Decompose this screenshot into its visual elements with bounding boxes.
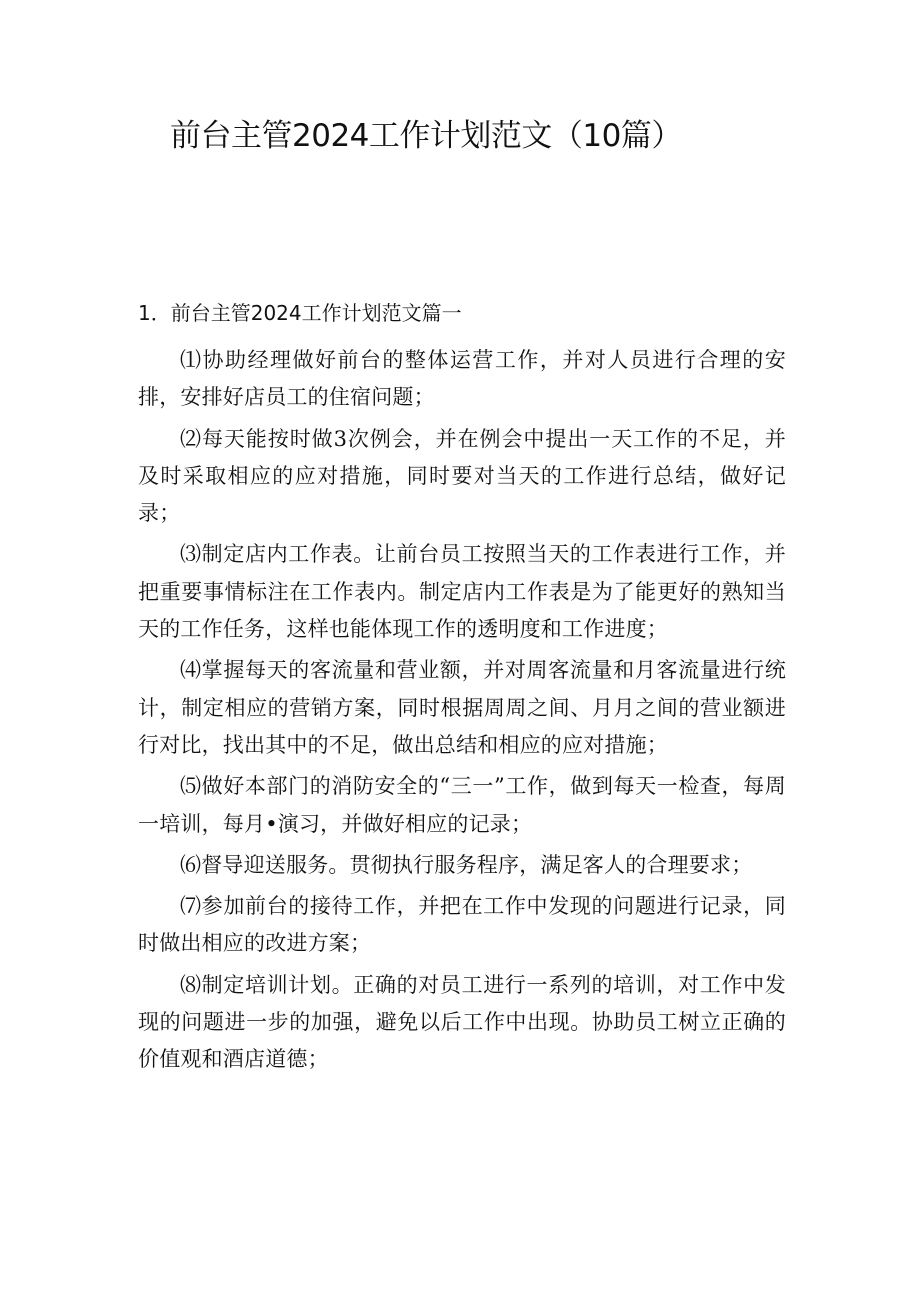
section-heading: 1．前台主管2024工作计划范文篇一 [138, 301, 462, 325]
paragraph-2: ⑵每天能按时做3次例会，并在例会中提出一天工作的不足，并及时采取相应的应对措施，同时要对当天的工作进行总结，做好记录； [138, 426, 786, 526]
paragraph-3: ⑶制定店内工作表。让前台员工按照当天的工作表进行工作，并把重要事情标注在工作表内。制定店内工作表是为了能更好的熟知当天的工作任务，这样也能体现工作的透明度和工作进度； [138, 542, 786, 642]
paragraph-8: ⑻制定培训计划。正确的对员工进行一系列的培训，对工作中发现的问题进一步的加强，避免以后工作中出现。协助员工树立正确的价值观和酒店道德； [138, 972, 786, 1072]
paragraph-4: ⑷掌握每天的客流量和营业额，并对周客流量和月客流量进行统计，制定相应的营销方案，同时根据周周之间、月月之间的营业额进行对比，找出其中的不足，做出总结和相应的应对措施； [138, 658, 786, 757]
body-text [138, 342, 786, 1083]
paragraph-5: ⑸做好本部门的消防安全的“三一”工作，做到每天一检查，每周一培训，每月•演习，并做好相应的记录； [138, 774, 786, 836]
document-title: 前台主管2024工作计划范文（10篇） [170, 118, 682, 154]
paragraph-6: ⑹督导迎送服务。贯彻执行服务程序，满足客人的合理要求； [180, 852, 753, 877]
paragraph-1: ⑴协助经理做好前台的整体运营工作，并对人员进行合理的安排，安排好店员工的住宿问题； [138, 348, 786, 410]
paragraph-7: ⑺参加前台的接待工作，并把在工作中发现的问题进行记录，同时做出相应的改进方案； [138, 894, 786, 956]
